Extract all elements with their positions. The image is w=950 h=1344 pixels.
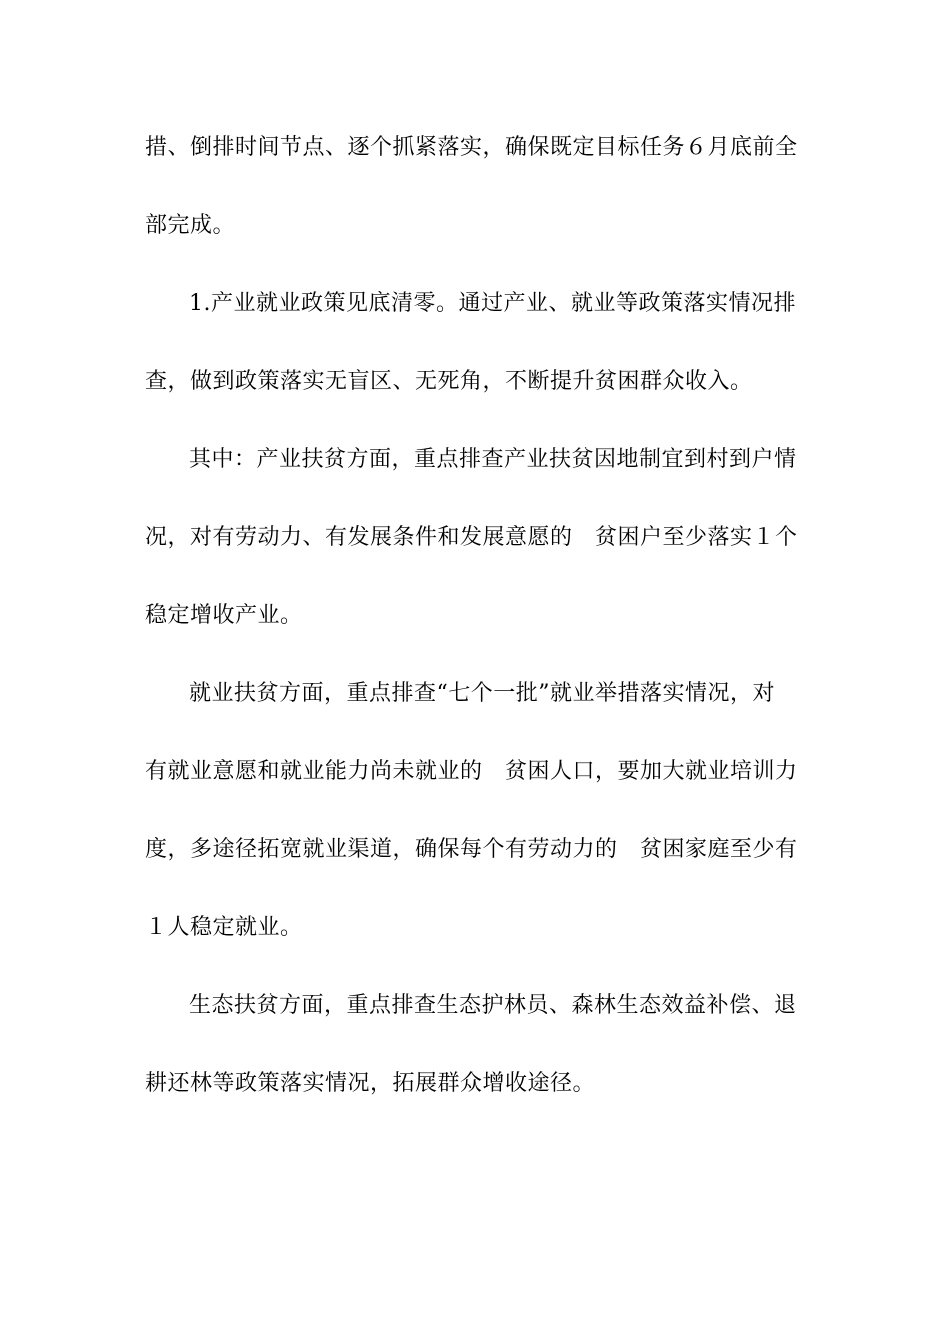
text-line: 稳定增收产业。 (145, 603, 303, 628)
text-line: 就业扶贫方面，重点排查“七个一批”就业举措落实情况，对 (189, 681, 775, 706)
text-line: 1.产业就业政策见底清零。通过产业、就业等政策落实情况排 (189, 291, 796, 316)
text-line: 查，做到政策落实无盲区、无死角，不断提升贫困群众收入。 (145, 369, 753, 394)
text-line: 部完成。 (145, 213, 236, 238)
text-line: 生态扶贫方面，重点排查生态护林员、森林生态效益补偿、退 (189, 993, 797, 1018)
text-line: １人稳定就业。 (145, 915, 303, 940)
text-line: 有就业意愿和就业能力尚未就业的 贫困人口，要加大就业培训力 (145, 759, 798, 784)
body-text (145, 128, 805, 1142)
text-line: 措、倒排时间节点、逐个抓紧落实，确保既定目标任务６月底前全 (145, 135, 798, 160)
text-line: 其中：产业扶贫方面，重点排查产业扶贫因地制宜到村到户情 (189, 447, 797, 472)
text-line: 度，多途径拓宽就业渠道，确保每个有劳动力的 贫困家庭至少有 (145, 837, 798, 862)
text-line: 况，对有劳动力、有发展条件和发展意愿的 贫困户至少落实１个 (145, 525, 798, 550)
text-line: 耕还林等政策落实情况，拓展群众增收途径。 (145, 1071, 596, 1096)
